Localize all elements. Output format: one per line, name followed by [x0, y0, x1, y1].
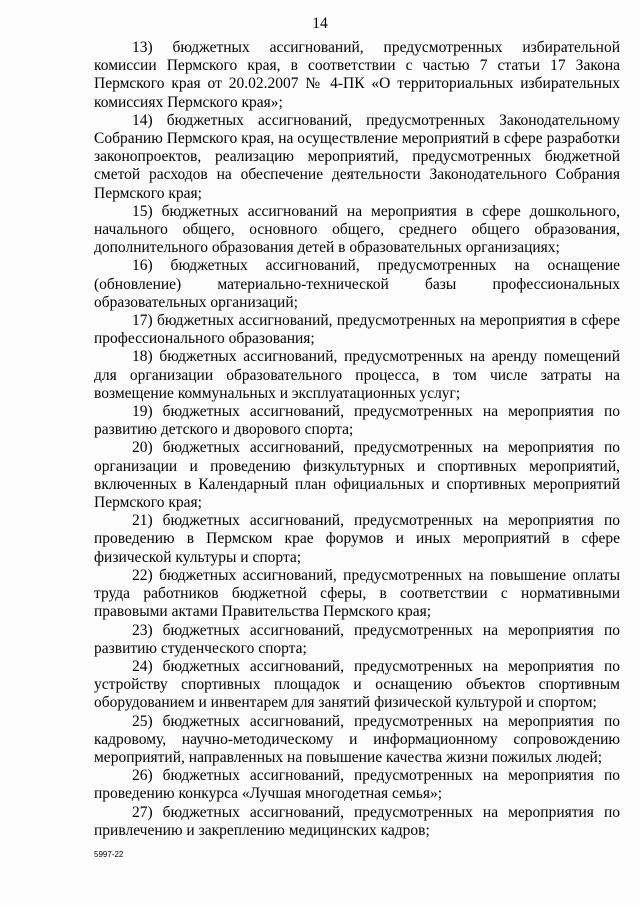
- paragraph-14: 14) бюджетных ассигнований, предусмотренных Законодательному Собранию Пермского края, на осуществление мероприятий в сфере разработки законопроектов, реализацию мероприятий, предусмотренных бюджетной сметой расходов на обеспечение деятельности Законодательного Собрания Пермского края;: [94, 111, 620, 202]
- paragraph-24: 24) бюджетных ассигнований, предусмотренных на мероприятия по устройству спортивных площадок и оснащению объектов спортивным оборудованием и инвентарем для занятий физической культурой и спортом;: [94, 657, 620, 712]
- paragraph-15: 15) бюджетных ассигнований на мероприятия в сфере дошкольного, начального общего, основного общего, среднего общего образования, дополнительного образования детей в образовательных организациях;: [94, 202, 620, 257]
- paragraph-27: 27) бюджетных ассигнований, предусмотренных на мероприятия по привлечению и закреплению медицинских кадров;: [94, 803, 620, 839]
- document-body: [94, 39, 620, 840]
- paragraph-21: 21) бюджетных ассигнований, предусмотренных на мероприятия по проведению в Пермском крае форумов и иных мероприятий в сфере физической культуры и спорта;: [94, 512, 620, 566]
- paragraph-26: 26) бюджетных ассигнований, предусмотренных на мероприятия по проведению конкурса «Лучшая многодетная семья»;: [94, 767, 620, 803]
- page-number: 14: [312, 15, 328, 32]
- paragraph-17: 17) бюджетных ассигнований, предусмотренных на мероприятия в сфере профессионального образования;: [94, 312, 620, 348]
- paragraph-20: 20) бюджетных ассигнований, предусмотренных на мероприятия по организации и проведению физкультурных и спортивных мероприятий, включенных в Календарный план официальных и спортивных мероприятий Пермского края;: [94, 439, 620, 512]
- paragraph-18: 18) бюджетных ассигнований, предусмотренных на аренду помещений для организации образовательного процесса, в том числе затраты на возмещение коммунальных и эксплуатационных услуг;: [94, 348, 620, 402]
- document-code: 5997-22: [94, 850, 124, 859]
- paragraph-23: 23) бюджетных ассигнований, предусмотренных на мероприятия по развитию студенческого спорта;: [94, 621, 620, 657]
- paragraph-22: 22) бюджетных ассигнований, предусмотренных на повышение оплаты труда работников бюджетной сферы, в соответствии с нормативными правовыми актами Правительства Пермского края;: [94, 566, 620, 621]
- paragraph-16: 16) бюджетных ассигнований, предусмотренных на оснащение (обновление) материально-технической базы профессиональных образовательных организаций;: [94, 257, 620, 311]
- paragraph-13: 13) бюджетных ассигнований, предусмотренных избирательной комиссии Пермского края, в соответствии с частью 7 статьи 17 Закона Пермского края от 20.02.2007 № 4-ПК «О территориальных избирательных комиссиях Пермского края»;: [94, 39, 620, 111]
- paragraph-25: 25) бюджетных ассигнований, предусмотренных на мероприятия по кадровому, научно-методическому и информационному сопровождению мероприятий, направленных на повышение качества жизни пожилых людей;: [94, 712, 620, 766]
- paragraph-19: 19) бюджетных ассигнований, предусмотренных на мероприятия по развитию детского и дворового спорта;: [94, 403, 620, 439]
